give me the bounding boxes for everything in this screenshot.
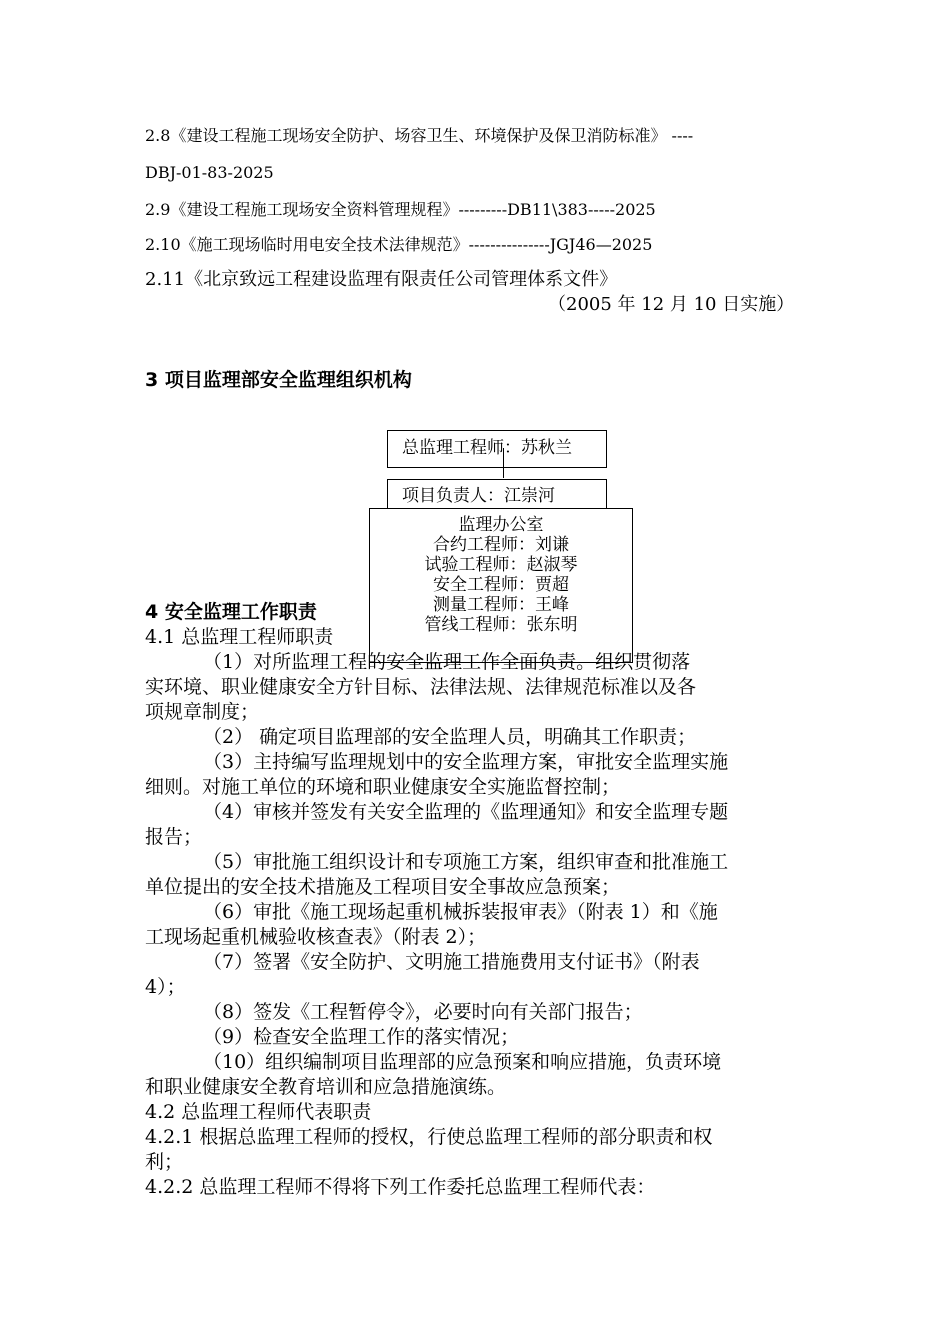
duty-line: 细则。对施工单位的环境和职业健康安全实施监督控制； [145,776,621,798]
duty-line: （2） 确定项目监理部的安全监理人员，明确其工作职责； [203,726,697,748]
duty-line: 单位提出的安全技术措施及工程项目安全事故应急预案； [145,876,621,898]
duty-line: 4）； [145,976,186,998]
duty-line: （1）对所监理工程的安全监理工作全面负责。组织贯彻落 [203,651,691,673]
duty-line: 报告； [145,826,203,848]
section-4-2-heading: 4.2 总监理工程师代表职责 [145,1101,372,1123]
duty-line: 工现场起重机械验收核查表》（附表 2）； [145,926,487,948]
org-office-member: 测量工程师：王峰 [433,595,569,615]
org-office-title: 监理办公室 [458,515,544,535]
org-chief-box [387,430,607,468]
org-office-member: 合约工程师：刘谦 [433,535,569,555]
duty-line: （3）主持编写监理规划中的安全监理方案，审批安全监理实施 [203,751,729,773]
org-project-lead-label: 项目负责人：江崇河 [402,486,555,506]
ref-2-9: 2.9《建设工程施工现场安全资料管理规程》---------DB11\383-----2025 [145,200,656,219]
org-chief-label: 总监理工程师：苏秋兰 [402,438,572,458]
ref-2-8-line1: 2.8《建设工程施工现场安全防护、场容卫生、环境保护及保卫消防标准》 ---- [145,126,694,145]
duty-line: 和职业健康安全教育培训和应急措施演练。 [145,1076,507,1098]
section-4-1-heading: 4.1 总监理工程师职责 [145,626,334,648]
duty-line: 4.2.1 根据总监理工程师的授权，行使总监理工程师的部分职责和权 [145,1126,713,1148]
org-office-member: 安全工程师：贾超 [433,575,569,595]
ref-2-10: 2.10《施工现场临时用电安全技术法律规范》---------------JGJ46—2025 [145,235,653,254]
duty-line: （6）审批《施工现场起重机械拆装报审表》（附表 1）和《施 [203,901,718,923]
duty-line: （5）审批施工组织设计和专项施工方案，组织审查和批准施工 [203,851,729,873]
section-4-heading: 4 安全监理工作职责 [145,601,317,623]
ref-2-11-line1: 2.11《北京致远工程建设监理有限责任公司管理体系文件》 [145,269,618,290]
org-office-member: 管线工程师：张东明 [424,615,578,635]
org-office-box [369,508,633,663]
section-3-heading: 3 项目监理部安全监理组织机构 [145,369,412,391]
org-connector-line [503,448,504,478]
duty-line: （9）检查安全监理工作的落实情况； [203,1026,520,1048]
ref-2-11-line2: （2005 年 12 月 10 日实施） [548,294,795,315]
org-office-member: 试验工程师：赵淑琴 [424,555,578,575]
duty-line: （4）审核并签发有关安全监理的《监理通知》和安全监理专题 [203,801,729,823]
duty-line: 4.2.2 总监理工程师不得将下列工作委托总监理工程师代表： [145,1176,656,1198]
ref-2-8-line2: DBJ-01-83-2025 [145,163,274,182]
duty-line: （8）签发《工程暂停令》，必要时向有关部门报告； [203,1001,643,1023]
duty-line: 利； [145,1151,184,1173]
duty-line: 实环境、职业健康安全方针目标、法律法规、法律规范标准以及各 [145,676,697,698]
duty-line: （10）组织编制项目监理部的应急预案和响应措施，负责环境 [203,1051,722,1073]
duty-line: 项规章制度； [145,701,260,723]
duty-line: （7）签署《安全防护、文明施工措施费用支付证书》（附表 [203,951,700,973]
